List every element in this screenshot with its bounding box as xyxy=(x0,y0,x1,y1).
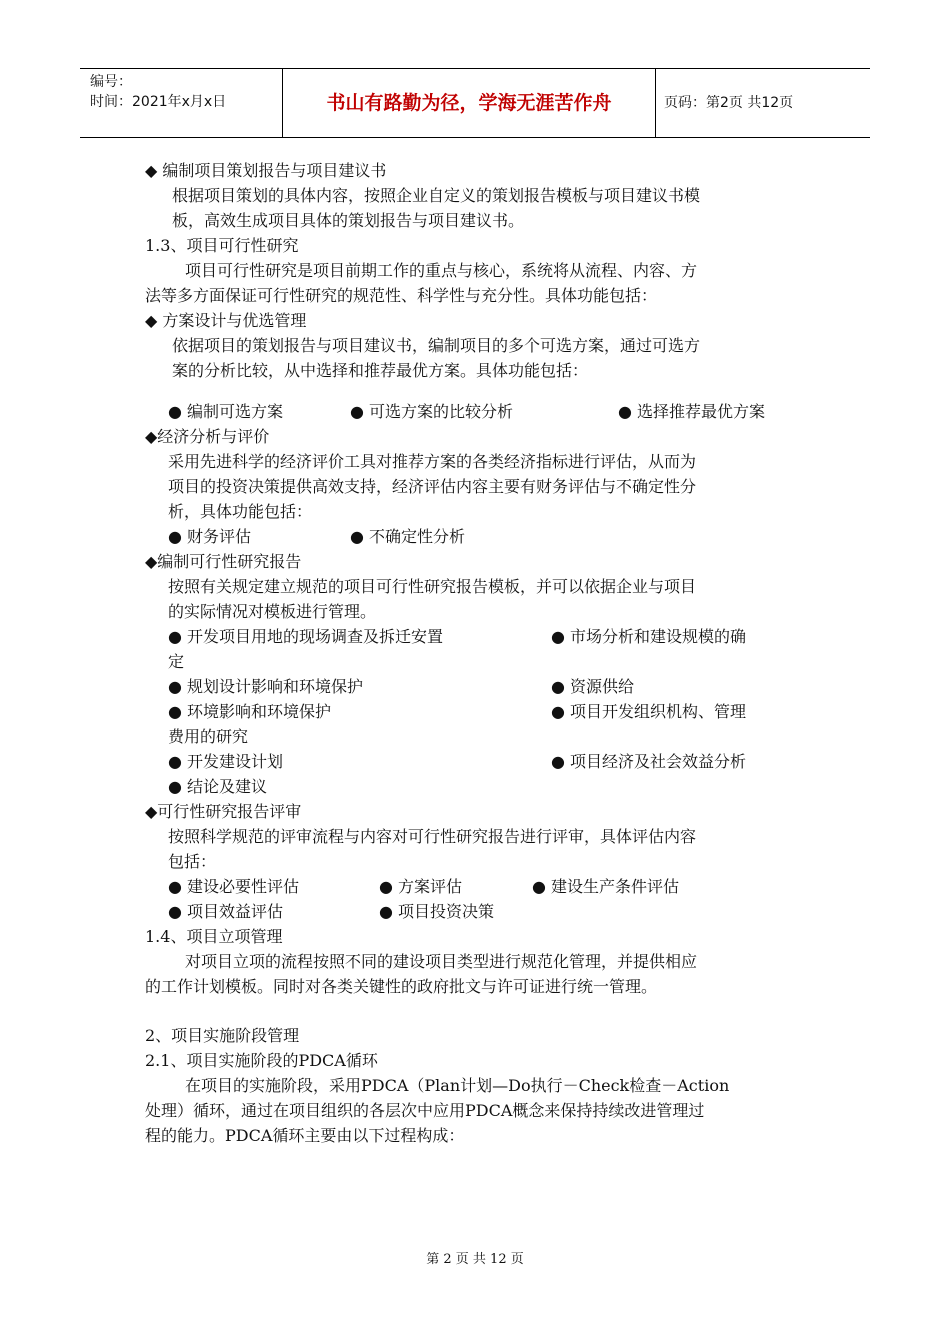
section-heading: ◆ 方案设计与优选管理 xyxy=(145,311,307,330)
paragraph-line: 板，高效生成项目具体的策划报告与项目建议书。 xyxy=(172,211,525,230)
paragraph-line: 按照有关规定建立规范的项目可行性研究报告模板，并可以依据企业与项目 xyxy=(168,577,697,596)
document-body xyxy=(145,158,805,1148)
bullet-row xyxy=(145,749,805,774)
bullet-item: ● 不确定性分析 xyxy=(350,527,466,546)
section-title: 1.4、项目立项管理 xyxy=(145,927,283,946)
paragraph-line: 依据项目的策划报告与项目建议书，编制项目的多个可选方案，通过可选方 xyxy=(172,336,701,355)
paragraph-line: 的实际情况对模板进行管理。 xyxy=(168,602,377,621)
header-meta-cell xyxy=(80,69,282,137)
paragraph-line: 包括： xyxy=(168,852,217,871)
bullet-item: ● 项目经济及社会效益分析 xyxy=(551,752,747,771)
bullet-item: ● 资源供给 xyxy=(551,677,635,696)
header-page-number: 页码：第2页 共12页 xyxy=(664,95,794,111)
page-header xyxy=(80,68,870,138)
bullet-item: ● 规划设计影响和环境保护 xyxy=(168,677,364,696)
bullet-item: ● 开发建设计划 xyxy=(168,752,284,771)
bullet-item: ● 结论及建议 xyxy=(168,777,268,796)
bullet-item: ● 财务评估 xyxy=(168,527,252,546)
bullet-item: ● 选择推荐最优方案 xyxy=(618,402,766,421)
section-heading: ◆ 编制项目策划报告与项目建议书 xyxy=(145,161,387,180)
paragraph-line: 项目可行性研究是项目前期工作的重点与核心，系统将从流程、内容、方 xyxy=(185,261,698,280)
bullet-item: ● 方案评估 xyxy=(379,877,463,896)
paragraph-line: 程的能力。PDCA循环主要由以下过程构成： xyxy=(145,1126,465,1145)
paragraph-line: 采用先进科学的经济评价工具对推荐方案的各类经济指标进行评估，从而为 xyxy=(168,452,697,471)
bullet-item: ● 市场分析和建设规模的确 xyxy=(551,627,747,646)
bullet-row xyxy=(145,524,805,549)
bullet-row xyxy=(145,774,805,799)
paragraph-line: 对项目立项的流程按照不同的建设项目类型进行规范化管理，并提供相应 xyxy=(185,952,698,971)
header-motto: 书山有路勤为径，学海无涯苦作舟 xyxy=(282,69,656,137)
bullet-item: ● 可选方案的比较分析 xyxy=(350,402,514,421)
bullet-item: ● 项目投资决策 xyxy=(379,902,495,921)
bullet-row xyxy=(145,874,805,899)
bullet-item: ● 建设必要性评估 xyxy=(168,877,300,896)
paragraph-line: 项目的投资决策提供高效支持，经济评估内容主要有财务评估与不确定性分 xyxy=(168,477,697,496)
paragraph-line: 法等多方面保证可行性研究的规范性、科学性与充分性。具体功能包括： xyxy=(145,286,658,305)
section-heading: ◆编制可行性研究报告 xyxy=(145,552,302,571)
bullet-item: ● 环境影响和环境保护 xyxy=(168,702,332,721)
bullet-continuation: 费用的研究 xyxy=(168,727,249,746)
bullet-row xyxy=(145,699,805,724)
paragraph-line: 析，具体功能包括： xyxy=(168,502,313,521)
bullet-row xyxy=(145,399,805,424)
paragraph-line: 根据项目策划的具体内容，按照企业自定义的策划报告模板与项目建议书模 xyxy=(172,186,701,205)
bullet-item: ● 开发项目用地的现场调查及拆迁安置 xyxy=(168,627,444,646)
section-heading: ◆经济分析与评价 xyxy=(145,427,270,446)
bullet-continuation: 定 xyxy=(168,652,185,671)
section-title: 2.1、项目实施阶段的PDCA循环 xyxy=(145,1051,378,1070)
page-footer: 第 2 页 共 12 页 xyxy=(426,1252,524,1267)
section-title: 2、项目实施阶段管理 xyxy=(145,1026,300,1045)
bullet-item: ● 编制可选方案 xyxy=(168,402,284,421)
bullet-item: ● 项目效益评估 xyxy=(168,902,284,921)
document-number: 编号： xyxy=(90,74,132,90)
document-date: 时间：2021年x月x日 xyxy=(90,94,227,110)
bullet-row xyxy=(145,674,805,699)
section-heading: ◆可行性研究报告评审 xyxy=(145,802,302,821)
paragraph-line: 案的分析比较，从中选择和推荐最优方案。具体功能包括： xyxy=(172,361,589,380)
bullet-row xyxy=(145,624,805,649)
section-title: 1.3、项目可行性研究 xyxy=(145,236,299,255)
paragraph-line: 按照科学规范的评审流程与内容对可行性研究报告进行评审，具体评估内容 xyxy=(168,827,697,846)
bullet-row xyxy=(145,899,805,924)
bullet-item: ● 项目开发组织机构、管理 xyxy=(551,702,747,721)
bullet-item: ● 建设生产条件评估 xyxy=(532,877,680,896)
paragraph-line: 在项目的实施阶段，采用PDCA（Plan计划—Do执行－Check检查－Action xyxy=(185,1076,730,1095)
paragraph-line: 的工作计划模板。同时对各类关键性的政府批文与许可证进行统一管理。 xyxy=(145,977,658,996)
paragraph-line: 处理）循环，通过在项目组织的各层次中应用PDCA概念来保持持续改进管理过 xyxy=(145,1101,705,1120)
